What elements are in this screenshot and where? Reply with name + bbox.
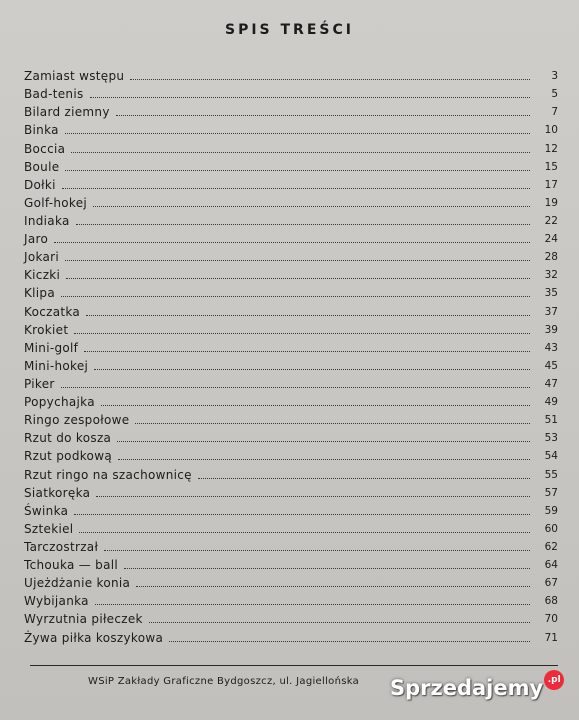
entry-page-number: 67: [544, 577, 558, 590]
entry-title: Siatkoręka: [24, 485, 91, 500]
footer-rule: [30, 665, 558, 666]
toc-entry: [24, 337, 558, 355]
toc-entry: [24, 300, 558, 318]
entry-title: Wyrzutnia piłeczek: [24, 612, 143, 627]
entry-page-number: 12: [544, 142, 558, 155]
entry-title: Bilard ziemny: [24, 105, 110, 120]
entry-page-number: 43: [544, 341, 558, 354]
entry-page-number: 17: [544, 178, 558, 191]
entry-title: Mini-hokej: [24, 358, 89, 373]
toc-entry: [24, 65, 558, 83]
entry-title: Klipa: [24, 286, 56, 301]
dot-leader: [62, 188, 530, 189]
toc-entry: [24, 319, 558, 337]
toc-entry: [24, 608, 558, 626]
toc-entry: [24, 590, 558, 608]
toc-entry: [24, 192, 558, 210]
dot-leader: [74, 514, 530, 515]
entry-page-number: 5: [551, 88, 558, 101]
toc-entry: [24, 228, 558, 246]
entry-page-number: 55: [544, 468, 558, 481]
entry-page-number: 71: [544, 631, 558, 644]
entry-page-number: 64: [544, 559, 558, 572]
toc-entry: [24, 554, 558, 572]
entry-title: Tchouka — ball: [24, 558, 119, 573]
toc-entry: [24, 572, 558, 590]
printer-footer: WSiP Zakłady Graficzne Bydgoszcz, ul. Jagiellońska: [88, 676, 360, 687]
dot-leader: [101, 405, 530, 406]
dot-leader: [130, 79, 530, 80]
entry-title: Bad-tenis: [24, 87, 84, 102]
entry-page-number: 3: [551, 70, 558, 83]
toc-entry: [24, 500, 558, 518]
toc-entry: [24, 156, 558, 174]
dot-leader: [93, 206, 530, 207]
entry-title: Kiczki: [24, 268, 61, 283]
dot-leader: [61, 296, 530, 297]
entry-page-number: 51: [544, 414, 558, 427]
entry-page-number: 37: [544, 305, 558, 318]
entry-page-number: 53: [544, 432, 558, 445]
entry-page-number: 57: [544, 486, 558, 499]
entry-title: Jokari: [24, 250, 60, 265]
toc-entry: [24, 518, 558, 536]
toc-entry: [24, 427, 558, 445]
entry-page-number: 70: [544, 613, 558, 626]
entry-page-number: 15: [544, 160, 558, 173]
toc-entry: [24, 373, 558, 391]
entry-page-number: 7: [551, 106, 558, 119]
entry-title: Dołki: [24, 177, 56, 192]
dot-leader: [135, 423, 530, 424]
entry-title: Sztekiel: [24, 521, 74, 536]
table-of-contents: [24, 65, 558, 645]
entry-title: Ringo zespołowe: [24, 413, 130, 428]
dot-leader: [94, 369, 530, 370]
page-title: SPIS TREŚCI: [225, 22, 354, 38]
toc-entry: [24, 409, 558, 427]
toc-entry: [24, 83, 558, 101]
entry-title: Jaro: [24, 232, 49, 247]
dot-leader: [76, 224, 530, 225]
dot-leader: [117, 441, 530, 442]
dot-leader: [124, 568, 530, 569]
toc-entry: [24, 282, 558, 300]
entry-page-number: 35: [544, 287, 558, 300]
dot-leader: [65, 260, 530, 261]
entry-title: Popychajka: [24, 395, 95, 410]
entry-page-number: 39: [544, 323, 558, 336]
entry-title: Rzut do kosza: [24, 431, 112, 446]
dot-leader: [71, 152, 530, 153]
entry-title: Koczatka: [24, 304, 81, 319]
dot-leader: [95, 604, 530, 605]
dot-leader: [149, 622, 530, 623]
toc-entry: [24, 482, 558, 500]
toc-entry: [24, 626, 558, 644]
entry-title: Ujeżdżanie konia: [24, 576, 131, 591]
entry-page-number: 45: [544, 359, 558, 372]
toc-entry: [24, 445, 558, 463]
entry-title: Wybijanka: [24, 594, 89, 609]
toc-entry: [24, 355, 558, 373]
entry-page-number: 68: [544, 595, 558, 608]
entry-page-number: 62: [544, 540, 558, 553]
entry-title: Świnka: [24, 503, 69, 518]
dot-leader: [86, 315, 530, 316]
entry-page-number: 19: [544, 196, 558, 209]
dot-leader: [84, 351, 530, 352]
toc-entry: [24, 210, 558, 228]
entry-title: Boule: [24, 159, 60, 174]
entry-title: Binka: [24, 123, 59, 138]
entry-title: Zamiast wstępu: [24, 69, 125, 84]
dot-leader: [169, 641, 530, 642]
entry-page-number: 59: [544, 504, 558, 517]
toc-entry: [24, 264, 558, 282]
toc-entry: [24, 174, 558, 192]
entry-title: Rzut ringo na szachownicę: [24, 467, 192, 482]
dot-leader: [74, 333, 530, 334]
entry-title: Rzut podkową: [24, 449, 112, 464]
entry-page-number: 60: [544, 522, 558, 535]
dot-leader: [118, 459, 530, 460]
toc-entry: [24, 137, 558, 155]
toc-entry: [24, 536, 558, 554]
watermark-logo: [390, 668, 564, 708]
dot-leader: [96, 496, 530, 497]
entry-page-number: 47: [544, 377, 558, 390]
dot-leader: [198, 478, 530, 479]
entry-title: Krokiet: [24, 322, 69, 337]
dot-leader: [66, 278, 530, 279]
entry-page-number: 54: [544, 450, 558, 463]
entry-page-number: 10: [544, 124, 558, 137]
entry-title: Tarczostrzał: [24, 539, 99, 554]
toc-entry: [24, 246, 558, 264]
dot-leader: [90, 97, 530, 98]
watermark-badge: .pl: [544, 670, 564, 690]
entry-page-number: 32: [544, 269, 558, 282]
entry-page-number: 49: [544, 396, 558, 409]
toc-entry: [24, 119, 558, 137]
entry-page-number: 28: [544, 251, 558, 264]
dot-leader: [65, 133, 530, 134]
watermark-text: Sprzedajemy: [390, 676, 544, 700]
dot-leader: [104, 550, 530, 551]
entry-title: Piker: [24, 376, 55, 391]
entry-page-number: 24: [544, 233, 558, 246]
entry-title: Indiaka: [24, 213, 70, 228]
entry-title: Golf-hokej: [24, 195, 88, 210]
entry-page-number: 22: [544, 214, 558, 227]
dot-leader: [79, 532, 530, 533]
toc-entry: [24, 391, 558, 409]
entry-title: Mini-golf: [24, 340, 79, 355]
toc-entry: [24, 463, 558, 481]
entry-title: Żywa piłka koszykowa: [24, 630, 164, 645]
dot-leader: [65, 170, 530, 171]
dot-leader: [54, 242, 530, 243]
toc-entry: [24, 101, 558, 119]
dot-leader: [116, 115, 530, 116]
dot-leader: [61, 387, 530, 388]
dot-leader: [136, 586, 530, 587]
entry-title: Boccia: [24, 141, 66, 156]
